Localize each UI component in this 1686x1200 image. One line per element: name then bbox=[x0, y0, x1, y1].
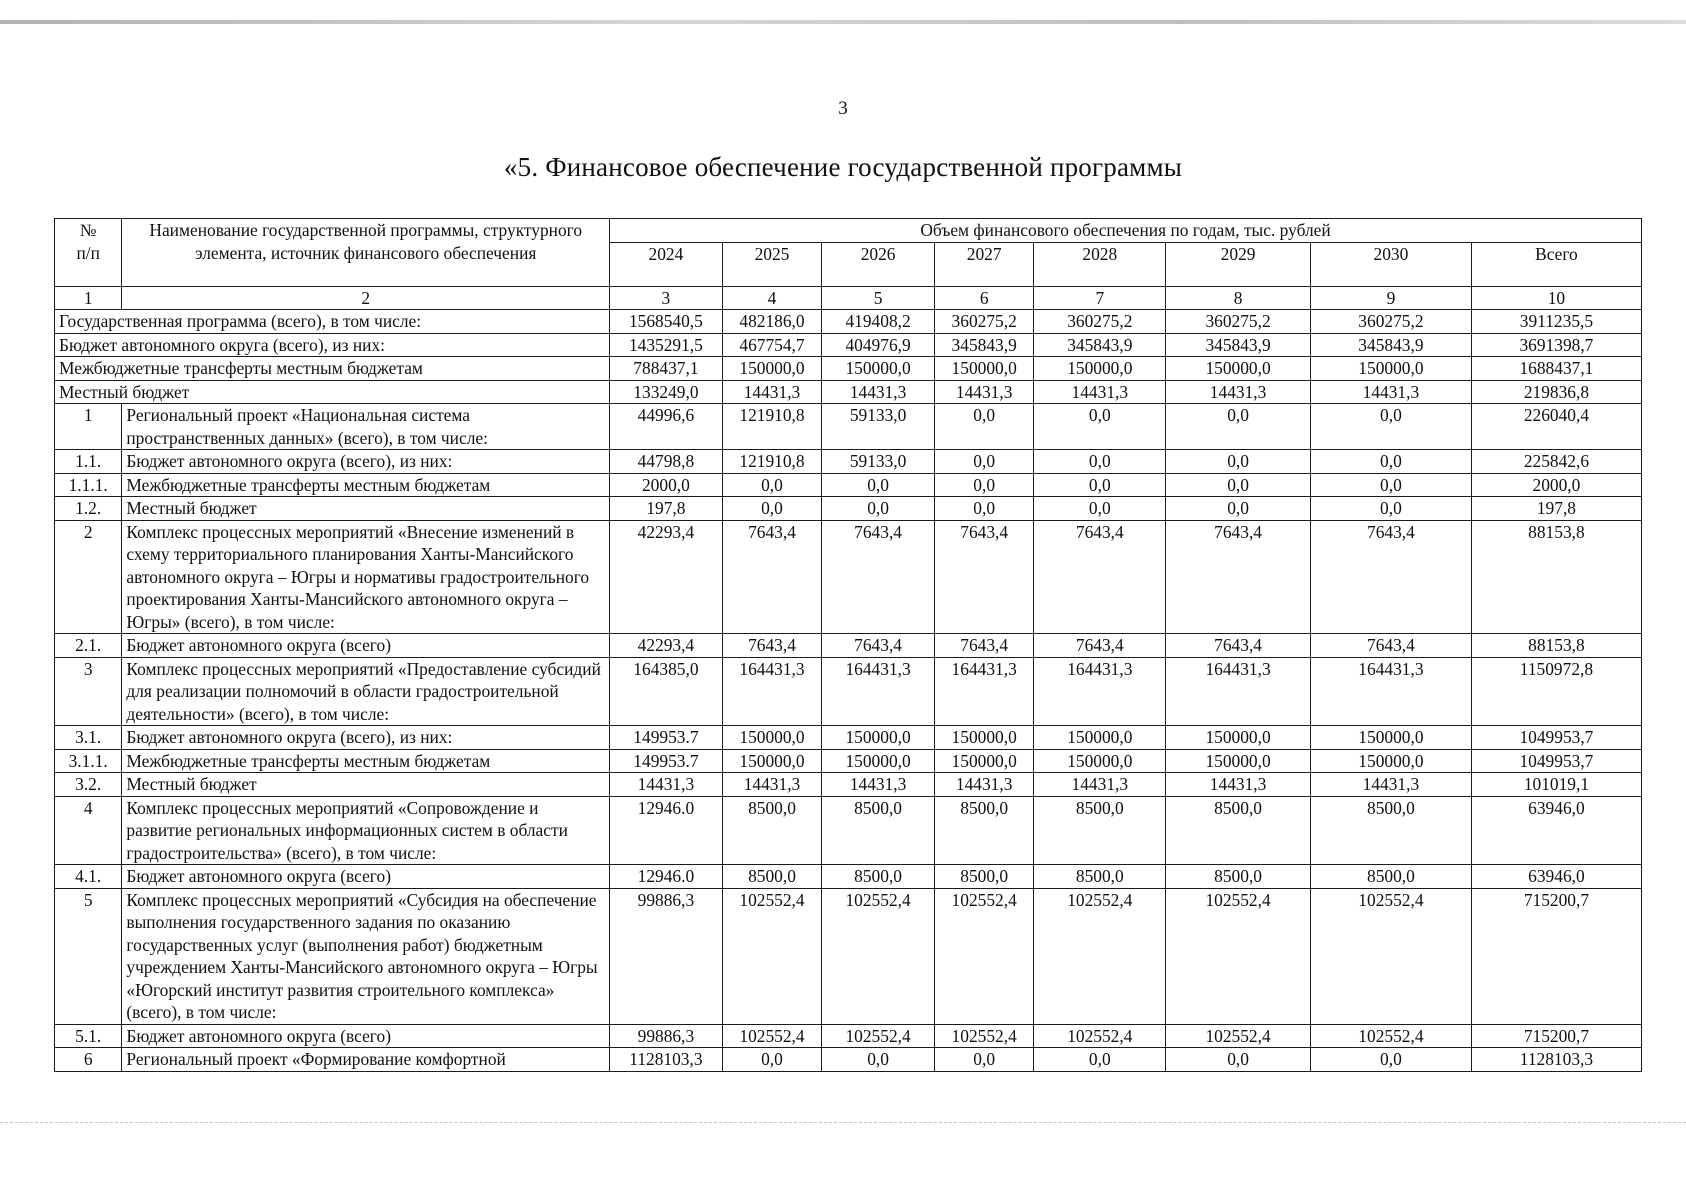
value-cell: 149953.7 bbox=[610, 726, 723, 750]
table-row bbox=[55, 404, 1642, 450]
value-cell: 59133,0 bbox=[822, 404, 935, 450]
value-cell: 14431,3 bbox=[822, 773, 935, 797]
summary-value-cell: 345843,9 bbox=[934, 333, 1034, 357]
row-name: Местный бюджет bbox=[122, 497, 610, 521]
value-cell: 8500,0 bbox=[822, 865, 935, 889]
row-number: 2 bbox=[55, 520, 122, 634]
value-cell: 1128103,3 bbox=[610, 1048, 723, 1072]
summary-value-cell: 14431,3 bbox=[822, 380, 935, 404]
summary-value-cell: 482186,0 bbox=[722, 310, 822, 334]
value-cell: 14431,3 bbox=[1166, 773, 1311, 797]
summary-row bbox=[55, 380, 1642, 404]
value-cell: 0,0 bbox=[1034, 473, 1166, 497]
column-number: 6 bbox=[934, 286, 1034, 310]
header-year: 2024 bbox=[610, 242, 723, 286]
value-cell: 150000,0 bbox=[822, 749, 935, 773]
row-name: Бюджет автономного округа (всего) bbox=[122, 1024, 610, 1048]
value-cell: 150000,0 bbox=[934, 749, 1034, 773]
summary-value-cell: 14431,3 bbox=[1034, 380, 1166, 404]
value-cell: 8500,0 bbox=[1166, 796, 1311, 865]
value-cell: 12946.0 bbox=[610, 865, 723, 889]
value-cell: 59133,0 bbox=[822, 450, 935, 474]
value-cell: 0,0 bbox=[822, 1048, 935, 1072]
row-number: 5.1. bbox=[55, 1024, 122, 1048]
value-cell: 102552,4 bbox=[1310, 1024, 1471, 1048]
value-cell: 7643,4 bbox=[1310, 520, 1471, 634]
value-cell: 102552,4 bbox=[934, 888, 1034, 1024]
summary-value-cell: 404976,9 bbox=[822, 333, 935, 357]
value-cell: 0,0 bbox=[822, 497, 935, 521]
row-number: 1.1.1. bbox=[55, 473, 122, 497]
value-cell: 121910,8 bbox=[722, 450, 822, 474]
summary-value-cell: 345843,9 bbox=[1166, 333, 1311, 357]
summary-value-cell: 1435291,5 bbox=[610, 333, 723, 357]
value-cell: 715200,7 bbox=[1471, 888, 1641, 1024]
value-cell: 164431,3 bbox=[1166, 657, 1311, 726]
summary-value-cell: 150000,0 bbox=[1310, 357, 1471, 381]
value-cell: 63946,0 bbox=[1471, 865, 1641, 889]
value-cell: 102552,4 bbox=[1166, 888, 1311, 1024]
column-number: 10 bbox=[1471, 286, 1641, 310]
row-number: 3.2. bbox=[55, 773, 122, 797]
row-name: Межбюджетные трансферты местным бюджетам bbox=[122, 473, 610, 497]
header-year: 2027 bbox=[934, 242, 1034, 286]
row-name: Комплекс процессных мероприятий «Внесение изменений в схему территориального планирования Ханты-Мансийского автономного округа – Югры и нормативы градостроительного проектирования Ханты-Мансийского автономного округа – Югры» (всего), в том числе: bbox=[122, 520, 610, 634]
header-group: Объем финансового обеспечения по годам, тыс. рублей bbox=[610, 219, 1642, 243]
summary-value-cell: 14431,3 bbox=[1166, 380, 1311, 404]
value-cell: 0,0 bbox=[1310, 497, 1471, 521]
value-cell: 715200,7 bbox=[1471, 1024, 1641, 1048]
value-cell: 99886,3 bbox=[610, 888, 723, 1024]
summary-value-cell: 360275,2 bbox=[1034, 310, 1166, 334]
value-cell: 8500,0 bbox=[722, 865, 822, 889]
summary-value-cell: 1568540,5 bbox=[610, 310, 723, 334]
value-cell: 150000,0 bbox=[1310, 726, 1471, 750]
header-num: № п/п bbox=[55, 219, 122, 287]
value-cell: 44798,8 bbox=[610, 450, 723, 474]
value-cell: 150000,0 bbox=[1166, 726, 1311, 750]
value-cell: 197,8 bbox=[1471, 497, 1641, 521]
summary-row-name: Местный бюджет bbox=[55, 380, 610, 404]
value-cell: 121910,8 bbox=[722, 404, 822, 450]
value-cell: 0,0 bbox=[722, 497, 822, 521]
header-row-top bbox=[55, 219, 1642, 243]
value-cell: 164385,0 bbox=[610, 657, 723, 726]
value-cell: 150000,0 bbox=[1034, 726, 1166, 750]
value-cell: 8500,0 bbox=[1034, 796, 1166, 865]
value-cell: 99886,3 bbox=[610, 1024, 723, 1048]
row-number: 4 bbox=[55, 796, 122, 865]
table-row bbox=[55, 497, 1642, 521]
value-cell: 14431,3 bbox=[722, 773, 822, 797]
header-year: 2025 bbox=[722, 242, 822, 286]
summary-row-name: Государственная программа (всего), в том числе: bbox=[55, 310, 610, 334]
value-cell: 226040,4 bbox=[1471, 404, 1641, 450]
value-cell: 1150972,8 bbox=[1471, 657, 1641, 726]
row-number: 1.2. bbox=[55, 497, 122, 521]
summary-value-cell: 360275,2 bbox=[1310, 310, 1471, 334]
value-cell: 0,0 bbox=[1034, 497, 1166, 521]
value-cell: 0,0 bbox=[1310, 450, 1471, 474]
row-name: Бюджет автономного округа (всего) bbox=[122, 865, 610, 889]
summary-value-cell: 150000,0 bbox=[1166, 357, 1311, 381]
table-row bbox=[55, 520, 1642, 634]
column-number: 2 bbox=[122, 286, 610, 310]
value-cell: 14431,3 bbox=[934, 773, 1034, 797]
row-number: 5 bbox=[55, 888, 122, 1024]
row-name: Бюджет автономного округа (всего), из них: bbox=[122, 726, 610, 750]
table-row bbox=[55, 473, 1642, 497]
value-cell: 150000,0 bbox=[1034, 749, 1166, 773]
value-cell: 0,0 bbox=[1166, 497, 1311, 521]
summary-value-cell: 150000,0 bbox=[1034, 357, 1166, 381]
value-cell: 8500,0 bbox=[722, 796, 822, 865]
table-row bbox=[55, 773, 1642, 797]
value-cell: 102552,4 bbox=[822, 1024, 935, 1048]
value-cell: 44996,6 bbox=[610, 404, 723, 450]
summary-value-cell: 360275,2 bbox=[934, 310, 1034, 334]
row-name: Бюджет автономного округа (всего), из них: bbox=[122, 450, 610, 474]
column-number: 5 bbox=[822, 286, 935, 310]
value-cell: 2000,0 bbox=[610, 473, 723, 497]
value-cell: 0,0 bbox=[934, 473, 1034, 497]
summary-row bbox=[55, 333, 1642, 357]
value-cell: 150000,0 bbox=[934, 726, 1034, 750]
value-cell: 8500,0 bbox=[934, 865, 1034, 889]
row-number: 1.1. bbox=[55, 450, 122, 474]
value-cell: 14431,3 bbox=[1310, 773, 1471, 797]
column-number: 1 bbox=[55, 286, 122, 310]
value-cell: 197,8 bbox=[610, 497, 723, 521]
table-row bbox=[55, 634, 1642, 658]
value-cell: 164431,3 bbox=[934, 657, 1034, 726]
column-number: 9 bbox=[1310, 286, 1471, 310]
value-cell: 150000,0 bbox=[722, 726, 822, 750]
value-cell: 7643,4 bbox=[822, 634, 935, 658]
header-total: Всего bbox=[1471, 242, 1641, 286]
value-cell: 164431,3 bbox=[822, 657, 935, 726]
value-cell: 0,0 bbox=[1166, 473, 1311, 497]
value-cell: 0,0 bbox=[1166, 404, 1311, 450]
value-cell: 0,0 bbox=[822, 473, 935, 497]
value-cell: 0,0 bbox=[934, 497, 1034, 521]
value-cell: 0,0 bbox=[934, 1048, 1034, 1072]
row-number: 6 bbox=[55, 1048, 122, 1072]
value-cell: 12946.0 bbox=[610, 796, 723, 865]
value-cell: 8500,0 bbox=[822, 796, 935, 865]
row-number: 4.1. bbox=[55, 865, 122, 889]
value-cell: 7643,4 bbox=[1166, 520, 1311, 634]
row-number: 3.1. bbox=[55, 726, 122, 750]
value-cell: 7643,4 bbox=[934, 634, 1034, 658]
value-cell: 14431,3 bbox=[610, 773, 723, 797]
value-cell: 88153,8 bbox=[1471, 520, 1641, 634]
table-row bbox=[55, 865, 1642, 889]
page-number: 3 bbox=[838, 98, 848, 119]
summary-value-cell: 219836,8 bbox=[1471, 380, 1641, 404]
value-cell: 2000,0 bbox=[1471, 473, 1641, 497]
value-cell: 0,0 bbox=[1034, 1048, 1166, 1072]
value-cell: 164431,3 bbox=[1034, 657, 1166, 726]
summary-value-cell: 467754,7 bbox=[722, 333, 822, 357]
header-year: 2030 bbox=[1310, 242, 1471, 286]
value-cell: 0,0 bbox=[1310, 1048, 1471, 1072]
value-cell: 7643,4 bbox=[934, 520, 1034, 634]
row-name: Комплекс процессных мероприятий «Сопровождение и развитие региональных информационных систем в области градостроительства» (всего), в том числе: bbox=[122, 796, 610, 865]
row-number: 1 bbox=[55, 404, 122, 450]
value-cell: 7643,4 bbox=[722, 634, 822, 658]
column-number: 8 bbox=[1166, 286, 1311, 310]
header-year: 2028 bbox=[1034, 242, 1166, 286]
value-cell: 8500,0 bbox=[1310, 796, 1471, 865]
value-cell: 164431,3 bbox=[1310, 657, 1471, 726]
table-row bbox=[55, 1024, 1642, 1048]
value-cell: 42293,4 bbox=[610, 520, 723, 634]
value-cell: 102552,4 bbox=[934, 1024, 1034, 1048]
scan-fold-line bbox=[0, 1122, 1686, 1124]
value-cell: 150000,0 bbox=[722, 749, 822, 773]
summary-value-cell: 150000,0 bbox=[822, 357, 935, 381]
value-cell: 102552,4 bbox=[1166, 1024, 1311, 1048]
value-cell: 0,0 bbox=[722, 473, 822, 497]
value-cell: 102552,4 bbox=[1310, 888, 1471, 1024]
value-cell: 7643,4 bbox=[1034, 520, 1166, 634]
value-cell: 102552,4 bbox=[722, 1024, 822, 1048]
row-number: 3.1.1. bbox=[55, 749, 122, 773]
header-year: 2026 bbox=[822, 242, 935, 286]
summary-value-cell: 419408,2 bbox=[822, 310, 935, 334]
row-number: 3 bbox=[55, 657, 122, 726]
value-cell: 7643,4 bbox=[1166, 634, 1311, 658]
row-name: Бюджет автономного округа (всего) bbox=[122, 634, 610, 658]
value-cell: 0,0 bbox=[1310, 404, 1471, 450]
value-cell: 0,0 bbox=[934, 404, 1034, 450]
value-cell: 0,0 bbox=[1310, 473, 1471, 497]
value-cell: 225842,6 bbox=[1471, 450, 1641, 474]
value-cell: 149953.7 bbox=[610, 749, 723, 773]
value-cell: 0,0 bbox=[1166, 1048, 1311, 1072]
row-name: Региональный проект «Национальная система пространственных данных» (всего), в том числе: bbox=[122, 404, 610, 450]
value-cell: 0,0 bbox=[1166, 450, 1311, 474]
value-cell: 150000,0 bbox=[1166, 749, 1311, 773]
summary-value-cell: 788437,1 bbox=[610, 357, 723, 381]
row-name: Местный бюджет bbox=[122, 773, 610, 797]
column-number: 7 bbox=[1034, 286, 1166, 310]
value-cell: 1128103,3 bbox=[1471, 1048, 1641, 1072]
column-number: 4 bbox=[722, 286, 822, 310]
value-cell: 164431,3 bbox=[722, 657, 822, 726]
value-cell: 150000,0 bbox=[822, 726, 935, 750]
column-numbers-row bbox=[55, 286, 1642, 310]
value-cell: 0,0 bbox=[934, 450, 1034, 474]
scan-edge-shadow bbox=[0, 20, 1686, 24]
value-cell: 8500,0 bbox=[1310, 865, 1471, 889]
value-cell: 102552,4 bbox=[822, 888, 935, 1024]
value-cell: 0,0 bbox=[1034, 404, 1166, 450]
summary-value-cell: 150000,0 bbox=[934, 357, 1034, 381]
table-row bbox=[55, 657, 1642, 726]
summary-row-name: Межбюджетные трансферты местным бюджетам bbox=[55, 357, 610, 381]
value-cell: 7643,4 bbox=[722, 520, 822, 634]
value-cell: 7643,4 bbox=[1310, 634, 1471, 658]
value-cell: 88153,8 bbox=[1471, 634, 1641, 658]
row-number: 2.1. bbox=[55, 634, 122, 658]
value-cell: 42293,4 bbox=[610, 634, 723, 658]
summary-row bbox=[55, 357, 1642, 381]
column-number: 3 bbox=[610, 286, 723, 310]
summary-row bbox=[55, 310, 1642, 334]
financial-table bbox=[54, 218, 1642, 1072]
value-cell: 150000,0 bbox=[1310, 749, 1471, 773]
summary-value-cell: 133249,0 bbox=[610, 380, 723, 404]
value-cell: 8500,0 bbox=[1034, 865, 1166, 889]
row-name: Региональный проект «Формирование комфортной bbox=[122, 1048, 610, 1072]
summary-value-cell: 1688437,1 bbox=[1471, 357, 1641, 381]
value-cell: 0,0 bbox=[722, 1048, 822, 1072]
summary-value-cell: 3691398,7 bbox=[1471, 333, 1641, 357]
value-cell: 8500,0 bbox=[934, 796, 1034, 865]
document-title: «5. Финансовое обеспечение государственной программы bbox=[503, 152, 1183, 182]
value-cell: 63946,0 bbox=[1471, 796, 1641, 865]
value-cell: 102552,4 bbox=[722, 888, 822, 1024]
summary-value-cell: 150000,0 bbox=[722, 357, 822, 381]
summary-value-cell: 3911235,5 bbox=[1471, 310, 1641, 334]
summary-value-cell: 14431,3 bbox=[934, 380, 1034, 404]
summary-value-cell: 14431,3 bbox=[1310, 380, 1471, 404]
table-row bbox=[55, 726, 1642, 750]
value-cell: 7643,4 bbox=[822, 520, 935, 634]
table-row bbox=[55, 450, 1642, 474]
row-name: Межбюджетные трансферты местным бюджетам bbox=[122, 749, 610, 773]
value-cell: 1049953,7 bbox=[1471, 726, 1641, 750]
value-cell: 7643,4 bbox=[1034, 634, 1166, 658]
row-name: Комплекс процессных мероприятий «Предоставление субсидий для реализации полномочий в области градостроительной деятельности» (всего), в том числе: bbox=[122, 657, 610, 726]
header-name: Наименование государственной программы, структурного элемента, источник финансового обеспечения bbox=[122, 219, 610, 287]
value-cell: 102552,4 bbox=[1034, 888, 1166, 1024]
summary-value-cell: 14431,3 bbox=[722, 380, 822, 404]
summary-value-cell: 360275,2 bbox=[1166, 310, 1311, 334]
row-name: Комплекс процессных мероприятий «Субсидия на обеспечение выполнения государственного задания по оказанию государственных услуг (выполнения работ) бюджетным учреждением Ханты-Мансийского автономного округа – Югры «Югорский институт развития строительного комплекса» (всего), в том числе: bbox=[122, 888, 610, 1024]
value-cell: 14431,3 bbox=[1034, 773, 1166, 797]
value-cell: 101019,1 bbox=[1471, 773, 1641, 797]
table-row bbox=[55, 796, 1642, 865]
header-year: 2029 bbox=[1166, 242, 1311, 286]
summary-row-name: Бюджет автономного округа (всего), из них: bbox=[55, 333, 610, 357]
summary-value-cell: 345843,9 bbox=[1310, 333, 1471, 357]
summary-value-cell: 345843,9 bbox=[1034, 333, 1166, 357]
value-cell: 1049953,7 bbox=[1471, 749, 1641, 773]
table-row bbox=[55, 1048, 1642, 1072]
value-cell: 0,0 bbox=[1034, 450, 1166, 474]
table-row bbox=[55, 888, 1642, 1024]
value-cell: 8500,0 bbox=[1166, 865, 1311, 889]
value-cell: 102552,4 bbox=[1034, 1024, 1166, 1048]
table-row bbox=[55, 749, 1642, 773]
